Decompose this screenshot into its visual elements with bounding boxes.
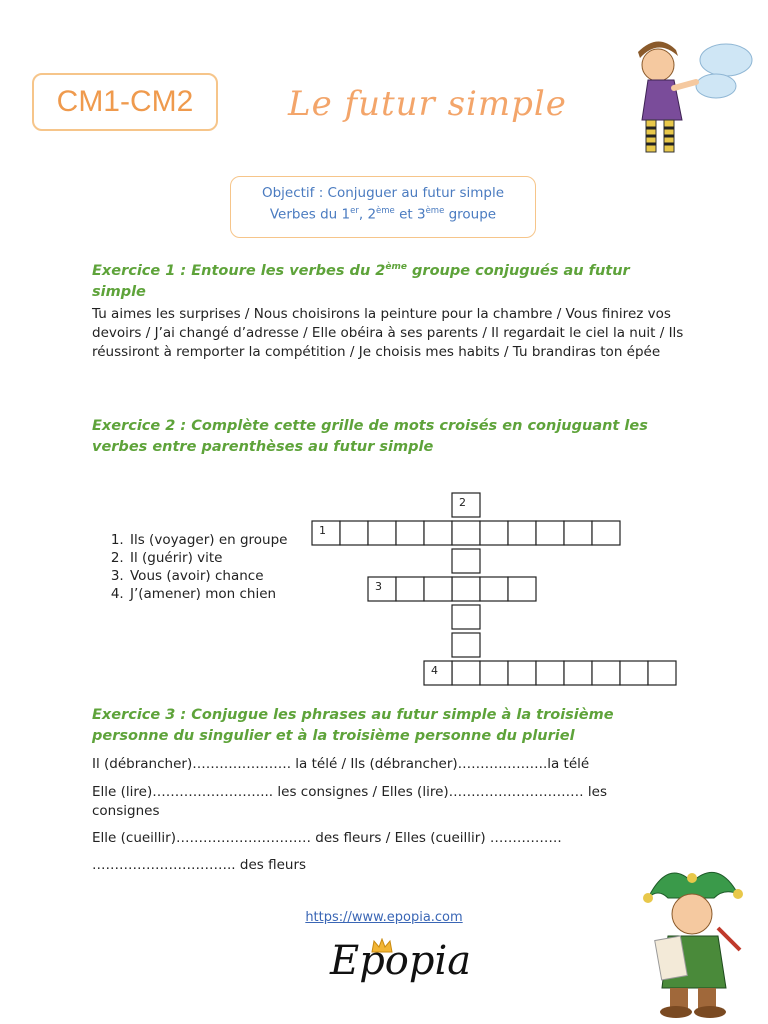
grid-cell[interactable]: [480, 661, 508, 685]
grid-cell[interactable]: [564, 521, 592, 545]
grid-cell[interactable]: [452, 493, 480, 517]
grid-cell[interactable]: [536, 521, 564, 545]
grid-cell[interactable]: [396, 577, 424, 601]
grid-cell[interactable]: [620, 661, 648, 685]
jester-illustration: [628, 858, 756, 1018]
exercise-3-line-3: Elle (cueillir)………………………… des fleurs / Elles (cueillir) …………….: [92, 830, 562, 846]
objective-box: [230, 176, 536, 238]
grid-cell[interactable]: [312, 521, 340, 545]
grid-number: 4: [431, 664, 438, 677]
clue-item: 4. J’(amener) mon chien: [128, 585, 288, 603]
fairy-illustration: [618, 20, 758, 162]
level-badge: [32, 73, 218, 131]
level-label: CM1-CM2: [56, 85, 194, 118]
exercise-3-line-2: Elle (lire)……………………... les consignes / Elles (lire)………………………… les consignes: [92, 784, 608, 819]
clue-item: 2. Il (guérir) vite: [128, 549, 288, 567]
grid-cell[interactable]: [452, 605, 480, 629]
grid-cell[interactable]: [592, 661, 620, 685]
grid-cell[interactable]: [592, 521, 620, 545]
page-title: Le futur simple: [288, 84, 567, 124]
website-link[interactable]: https://www.epopia.com: [305, 910, 463, 925]
grid-cell[interactable]: [648, 661, 676, 685]
grid-cell[interactable]: [452, 633, 480, 657]
objective-line-2: Verbes du 1er, 2ème et 3ème groupe: [269, 206, 497, 223]
grid-cell[interactable]: [536, 661, 564, 685]
clue-list: [92, 531, 288, 603]
grid-cell[interactable]: [340, 521, 368, 545]
exercise-3-title: Exercice 3 : Conjugue les phrases au futur simple à la troisième personne du singulier et à la troisième personne du pluriel: [92, 707, 614, 744]
grid-cell[interactable]: [508, 521, 536, 545]
crossword-grid: [308, 491, 680, 691]
grid-cell[interactable]: [452, 577, 480, 601]
grid-cell[interactable]: [480, 577, 508, 601]
exercise-1-text: Tu aimes les surprises / Nous choisirons la peinture pour la chambre / Vous finirez vos devoirs / J’ai changé d’adresse / Elle obéira à ses parents / Il regardait le ciel la nuit / Ils réussiront à remporter la compétition / Je choisis mes habits / Tu brandiras ton épée: [92, 306, 684, 360]
clue-item: 1. Ils (voyager) en groupe: [128, 531, 288, 549]
exercise-3-line-4: ………………………….. des fleurs: [92, 857, 307, 873]
grid-cell[interactable]: [564, 661, 592, 685]
grid-number: 1: [319, 524, 326, 537]
grid-cell[interactable]: [424, 521, 452, 545]
objective-line-1: Objectif : Conjuguer au futur simple: [261, 185, 505, 201]
epopia-logo: Epopia: [330, 938, 472, 984]
grid-number: 3: [375, 580, 382, 593]
grid-cell[interactable]: [368, 577, 396, 601]
grid-cell[interactable]: [508, 577, 536, 601]
exercise-1-title: Exercice 1 : Entoure les verbes du 2ème groupe conjugués au futur simple: [92, 262, 630, 300]
grid-cell[interactable]: [424, 661, 452, 685]
grid-cell[interactable]: [452, 549, 480, 573]
grid-cell[interactable]: [424, 577, 452, 601]
clue-item: 3. Vous (avoir) chance: [128, 567, 288, 585]
grid-cell[interactable]: [480, 521, 508, 545]
grid-number: 2: [459, 496, 466, 509]
grid-cell[interactable]: [396, 521, 424, 545]
grid-cell[interactable]: [508, 661, 536, 685]
exercise-2-title: Exercice 2 : Complète cette grille de mots croisés en conjuguant les verbes entre parenthèses au futur simple: [92, 418, 648, 455]
grid-cell[interactable]: [452, 661, 480, 685]
grid-cell[interactable]: [452, 521, 480, 545]
exercise-3-line-1: Il (débrancher)…………………. la télé / Ils (débrancher)………………..la télé: [92, 756, 590, 772]
grid-cell[interactable]: [368, 521, 396, 545]
